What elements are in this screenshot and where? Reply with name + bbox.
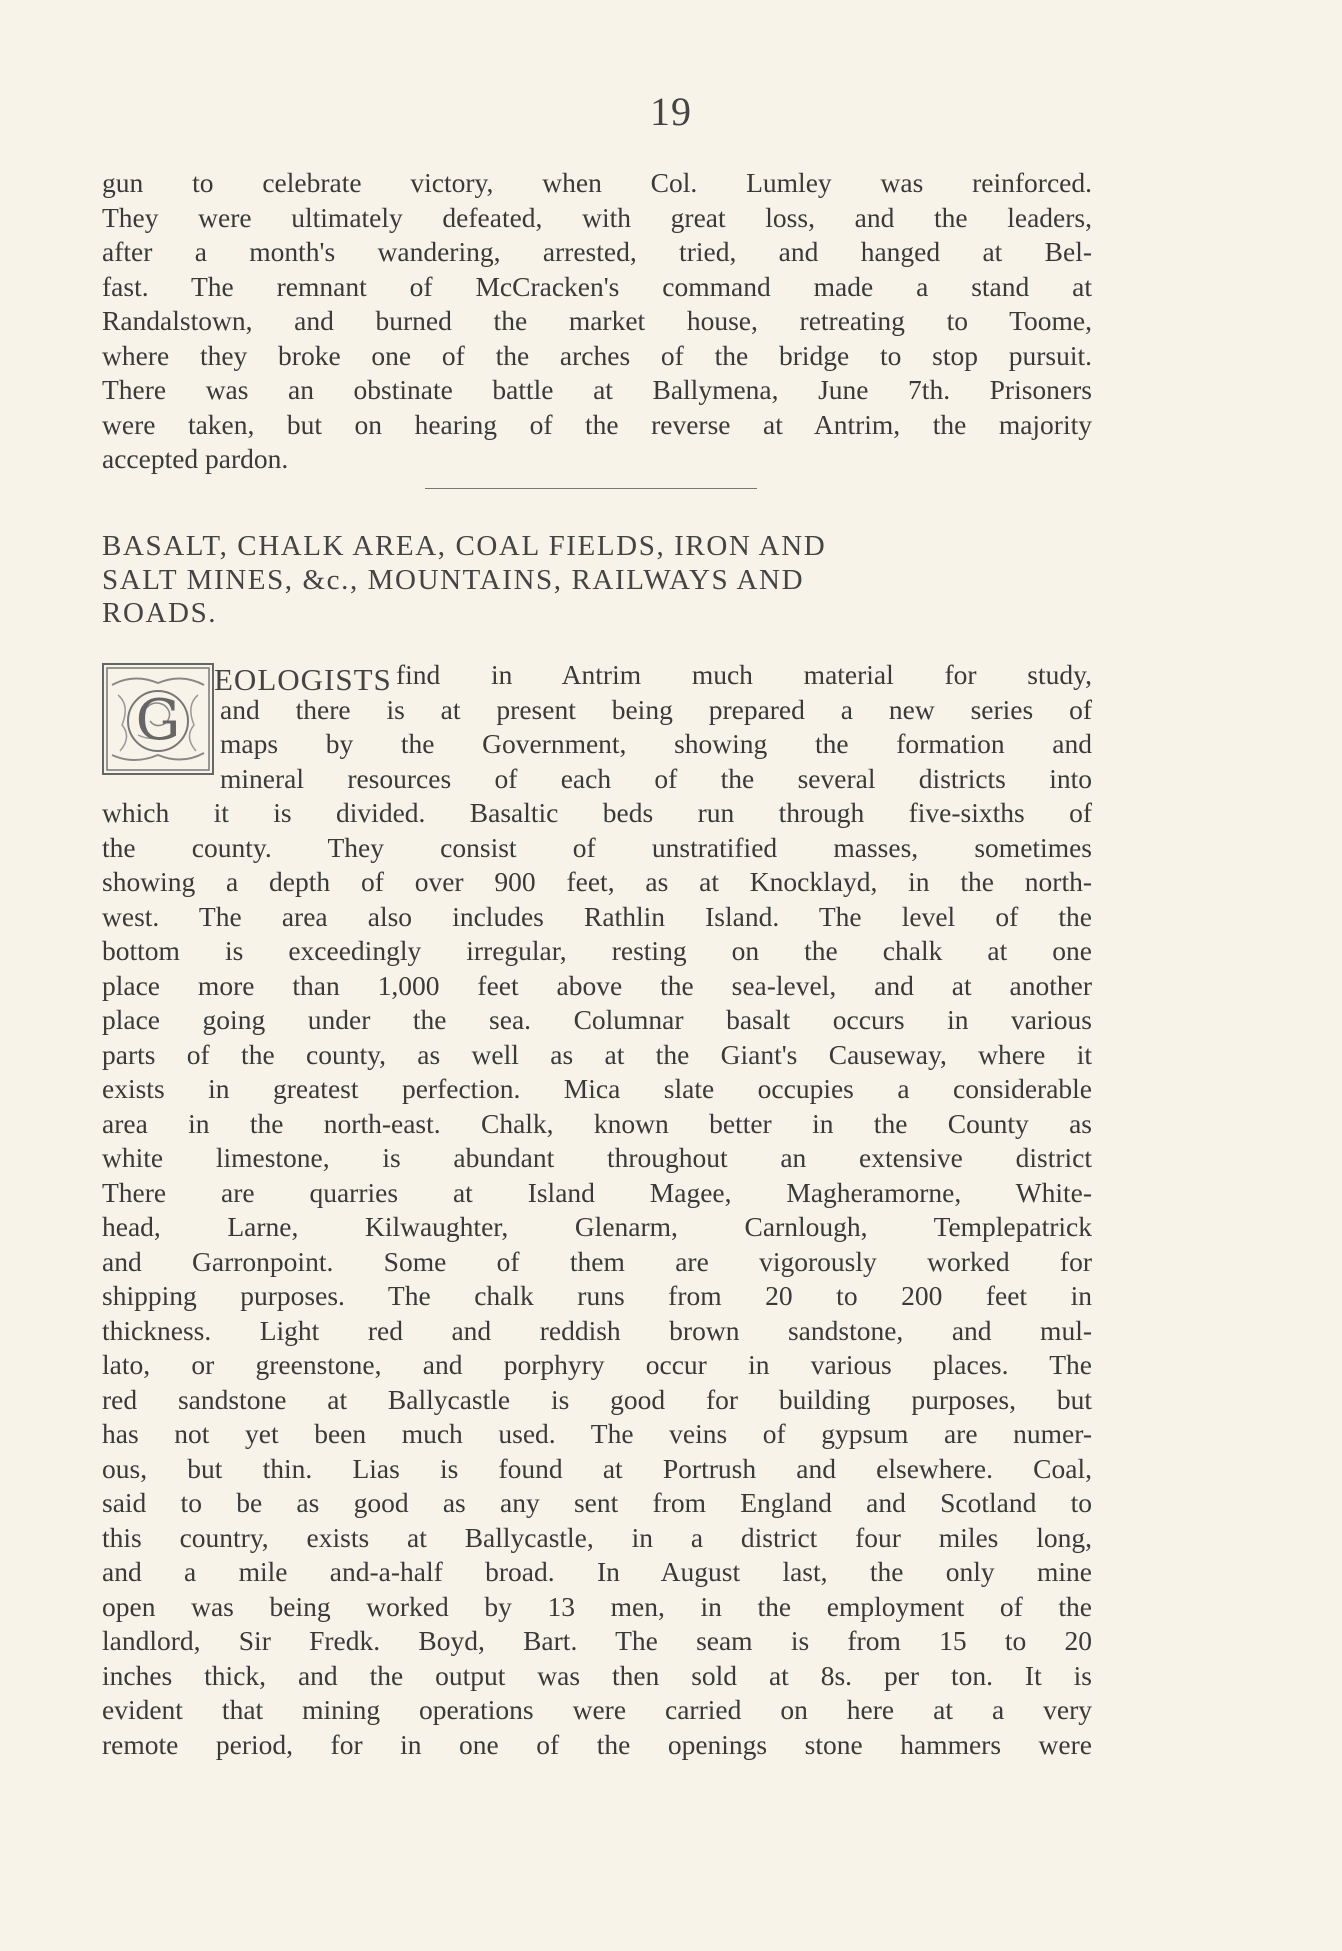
text-line: where they broke one of the arches of the bridge to stop pursuit. — [102, 339, 1092, 371]
text-line: west. The area also includes Rathlin Island. The level of the — [102, 900, 1092, 932]
text-line: open was being worked by 13 men, in the employment of the — [102, 1590, 1092, 1622]
text-line: thickness. Light red and reddish brown sandstone, and mul- — [102, 1314, 1092, 1346]
section-heading — [102, 530, 1092, 631]
text-line: has not yet been much used. The veins of gypsum are numer- — [102, 1418, 1092, 1449]
text-line: ous, but thin. Lias is found at Portrush and elsewhere. Coal, — [102, 1452, 1092, 1484]
ornamental-initial — [102, 663, 214, 775]
text-line: the county. They consist of unstratified masses, sometimes — [102, 831, 1092, 863]
first-word-rest: EOLOGISTS — [214, 662, 392, 697]
heading-line: ROADS. — [102, 597, 218, 629]
text-line: fast. The remnant of McCracken's command made a stand at — [102, 270, 1092, 302]
text-line: shipping purposes. The chalk runs from 20 to 200 feet in — [102, 1280, 1092, 1311]
text-line: and a mile and-a-half broad. In August last, the only mine — [102, 1556, 1092, 1587]
page-number: 19 — [650, 89, 692, 134]
text-line: head, Larne, Kilwaughter, Glenarm, Carnlough, Templepatrick — [102, 1211, 1092, 1242]
ornament-icon — [104, 665, 212, 773]
text-line: parts of the county, as well as at the Giant's Causeway, where it — [102, 1038, 1092, 1070]
text-line: There are quarries at Island Magee, Magheramorne, White- — [102, 1176, 1092, 1208]
text-line: maps by the Government, showing the formation and — [220, 728, 1092, 759]
text-line: were taken, but on hearing of the reverse at Antrim, the majority — [102, 408, 1092, 440]
text-line: They were ultimately defeated, with great loss, and the leaders, — [102, 201, 1092, 233]
text-line: remote period, for in one of the openings stone hammers were — [102, 1728, 1092, 1760]
section-divider — [425, 488, 757, 489]
text-line: Randalstown, and burned the market house, retreating to Toome, — [102, 305, 1092, 336]
text-line: gun to celebrate victory, when Col. Lumley was reinforced. — [102, 167, 1092, 198]
text-line: which it is divided. Basaltic beds run through five-sixths of — [102, 797, 1092, 828]
text-line: said to be as good as any sent from England and Scotland to — [102, 1487, 1092, 1518]
text-line: place more than 1,000 feet above the sea-level, and at another — [102, 969, 1092, 1001]
text-line: lato, or greenstone, and porphyry occur in various places. The — [102, 1349, 1092, 1380]
heading-line: BASALT, CHALK AREA, COAL FIELDS, IRON AND — [102, 530, 827, 562]
text-line: landlord, Sir Fredk. Boyd, Bart. The seam is from 15 to 20 — [102, 1625, 1092, 1656]
heading-line: SALT MINES, &c., MOUNTAINS, RAILWAYS AND — [102, 563, 805, 596]
text-line: exists in greatest perfection. Mica slate occupies a considerable — [102, 1073, 1092, 1104]
text-line: place going under the sea. Columnar basalt occurs in various — [102, 1004, 1092, 1035]
text-line: showing a depth of over 900 feet, as at Knocklayd, in the north- — [102, 866, 1092, 897]
text-line: inches thick, and the output was then sold at 8s. per ton. It is — [102, 1659, 1092, 1691]
dropcap-letter: G — [135, 688, 181, 753]
text-line: evident that mining operations were carried on here at a very — [102, 1694, 1092, 1725]
indented-lines — [220, 658, 1092, 796]
text-line: There was an obstinate battle at Ballymena, June 7th. Prisoners — [102, 374, 1092, 405]
text-line: bottom is exceedingly irregular, resting on the chalk at one — [102, 935, 1092, 966]
body-paragraph — [102, 796, 1092, 1762]
text-line: this country, exists at Ballycastle, in a district four miles long, — [102, 1521, 1092, 1553]
text-line: area in the north-east. Chalk, known better in the County as — [102, 1107, 1092, 1139]
text-line: mineral resources of each of the several districts into — [220, 762, 1092, 794]
text-line: red sandstone at Ballycastle is good for building purposes, but — [102, 1383, 1092, 1415]
text-line: and Garronpoint. Some of them are vigorously worked for — [102, 1245, 1092, 1277]
text-line: find in Antrim much material for study, — [396, 659, 1092, 690]
text-line: white limestone, is abundant throughout an extensive district — [102, 1142, 1092, 1173]
text-line: and there is at present being prepared a new series of — [220, 693, 1092, 725]
text-line: accepted pardon. — [102, 443, 289, 474]
intro-paragraph — [102, 166, 1092, 477]
text-line: after a month's wandering, arrested, tried, and hanged at Bel- — [102, 236, 1092, 267]
